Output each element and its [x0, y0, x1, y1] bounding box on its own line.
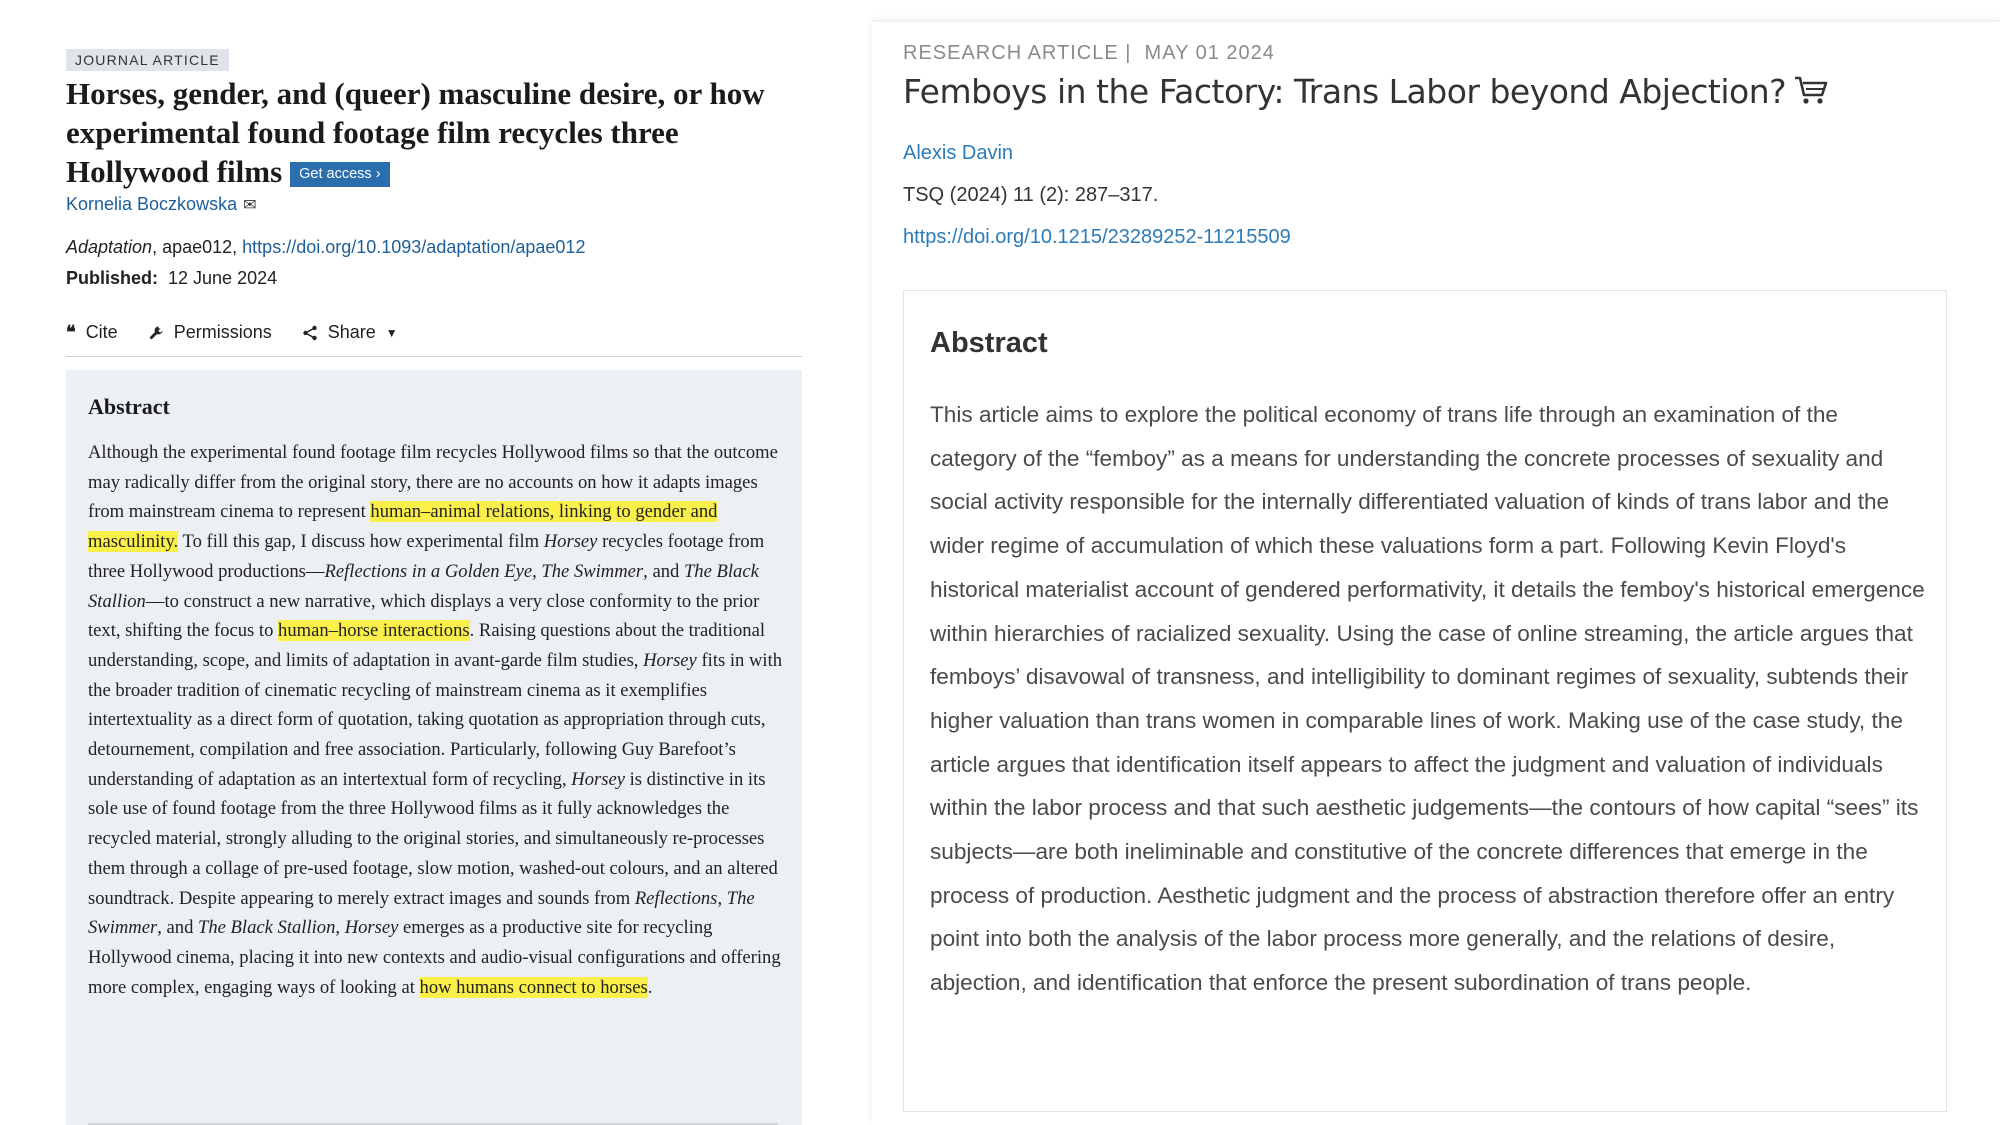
article-toolbar [66, 322, 802, 343]
share-button[interactable] [302, 322, 398, 343]
abstract-span: . Raising questions about the traditional understanding, scope, and limits of adaptation in avant-garde film studies, [88, 620, 766, 671]
wrench-icon [148, 325, 164, 341]
shopping-cart-icon[interactable] [1794, 75, 1828, 105]
get-access-button[interactable] [290, 162, 389, 187]
published-date: 12 June 2024 [168, 268, 278, 288]
film-title: Horsey [543, 531, 598, 553]
film-title: The Swimmer [88, 887, 755, 939]
abstract-span: fits in with the broader tradition of cinematic recycling of mainstream cinema as it exemplifies intertextuality as a direct form of quotation, taking quotation as appropriation through cuts, detournement, compilation and free association. Particularly, following Guy Barefoot’s understanding of adaptation as an intertextual form of recycling, [88, 649, 783, 790]
article-title-text: Horses, gender, and (queer) masculine desire, or how experimental found footage film recycles three Hollywood films [66, 76, 765, 189]
highlight-span: human–animal relations, linking to gender and masculinity. [88, 501, 718, 553]
abstract-span: To fill this gap, I discuss how experimental film [178, 531, 544, 553]
published-label: Published: [66, 268, 159, 288]
abstract-span: , [717, 887, 727, 909]
article-id: , apae012, [152, 237, 243, 257]
author-line [66, 194, 257, 215]
cite-label: Cite [85, 322, 118, 342]
highlight-span: how humans connect to horses [419, 976, 648, 998]
right-article-panel [872, 20, 2000, 1125]
share-label: Share [327, 322, 376, 342]
permissions-label: Permissions [173, 322, 272, 342]
share-icon [302, 325, 318, 341]
get-access-label: Get access [299, 166, 372, 182]
article-title [66, 74, 806, 191]
doi-link[interactable]: https://doi.org/10.1093/adaptation/apae012 [242, 237, 586, 257]
top-border [872, 20, 2000, 22]
film-title: The Black Stallion [88, 560, 759, 612]
envelope-icon[interactable]: ✉ [243, 197, 257, 214]
citation-line: TSQ (2024) 11 (2): 287–317. [903, 184, 1159, 206]
film-title: Reflections [634, 887, 718, 909]
cite-button[interactable] [66, 322, 118, 343]
abstract-span: recycles footage from three Hollywood productions— [88, 531, 765, 582]
author-link[interactable]: Kornelia Boczkowska [66, 194, 238, 214]
film-title: The Swimmer [541, 560, 644, 582]
abstract-span: is distinctive in its sole use of found footage from the three Hollywood films as it fully acknowledges the recycled material, strongly alluding to the original stories, and simultaneously re-processes them through a collage of pre-used footage, slow motion, washed-out colours, and an altered soundtrack. Despite appearing to merely extract images and sounds from [88, 768, 778, 909]
abstract-text [88, 438, 788, 1002]
film-title: Horsey [643, 649, 697, 671]
film-title: The Black Stallion [198, 917, 336, 939]
toolbar-divider [66, 356, 802, 357]
permissions-button[interactable] [148, 322, 272, 343]
article-meta: RESEARCH ARTICLE | MAY 01 2024 [903, 42, 1275, 64]
doi-link[interactable]: https://doi.org/10.1215/23289252-11215509 [903, 226, 1291, 248]
abstract-section [903, 290, 1947, 1112]
abstract-span: Although the experimental found footage film recycles Hollywood films so that the outcome may radically differ from the original story, there are no accounts on how it adapts images from mainstream cinema to represent [88, 442, 778, 523]
abstract-span: emerges as a productive site for recycling Hollywood cinema, placing it into new contexts and audio-visual configurations and offering more complex, engaging ways of looking at [88, 917, 781, 998]
abstract-span: , [335, 917, 345, 939]
article-title [903, 72, 1828, 111]
film-title: Horsey [344, 917, 399, 939]
abstract-heading: Abstract [88, 394, 170, 419]
left-article-panel [0, 0, 860, 1125]
abstract-span: , [532, 560, 542, 582]
citation-line [66, 237, 585, 258]
article-type-badge: JOURNAL ARTICLE [66, 49, 229, 71]
highlight-span: human–horse interactions [278, 620, 470, 642]
caret-down-icon: ▼ [385, 325, 398, 340]
chevron-right-icon: › [375, 166, 381, 182]
published-line [66, 268, 277, 289]
journal-name: Adaptation [66, 237, 153, 257]
abstract-section [66, 370, 802, 1125]
abstract-span: , and [157, 917, 199, 939]
film-title: Reflections in a Golden Eye [324, 560, 533, 582]
quote-icon: ❝ [66, 322, 76, 342]
article-title-text: Femboys in the Factory: Trans Labor beyond Abjection? [903, 72, 1787, 111]
abstract-span: , and [643, 560, 684, 582]
abstract-text: This article aims to explore the political economy of trans life through an examination of the category of the “femboy” as a means for understanding the concrete processes of sexuality and social activity responsible for the internally differentiated valuation of kinds of trans labor and the wider regime of accumulation of which these valuations form a part. Following Kevin Floyd's historical materialist account of gendered performativity, it details the femboy's historical emergence within hierarchies of racialized sexuality. Using the case of online streaming, the article argues that femboys’ disavowal of transness, and intelligibility to dominant regimes of sexuality, subtends their higher valuation than trans women in comparable lines of work. Making use of the case study, the article argues that identification itself appears to affect the judgment and valuation of individuals within the labor process and that such aesthetic judgements—the contours of how capital “sees” its subjects—are both ineliminable and constitutive of the concrete differences that emerge in the process of production. Aesthetic judgment and the process of abstraction therefore offer an entry point into both the analysis of the labor process more generally, and the relations of desire, abjection, and identification that enforce the present subordination of trans people. [930, 402, 1925, 996]
film-title: Horsey [571, 768, 625, 790]
author-link[interactable]: Alexis Davin [903, 142, 1014, 164]
abstract-span: . [647, 976, 653, 998]
abstract-heading: Abstract [930, 327, 1048, 359]
abstract-span: —to construct a new narrative, which displays a very close conformity to the prior text, shifting the focus to [88, 590, 760, 642]
